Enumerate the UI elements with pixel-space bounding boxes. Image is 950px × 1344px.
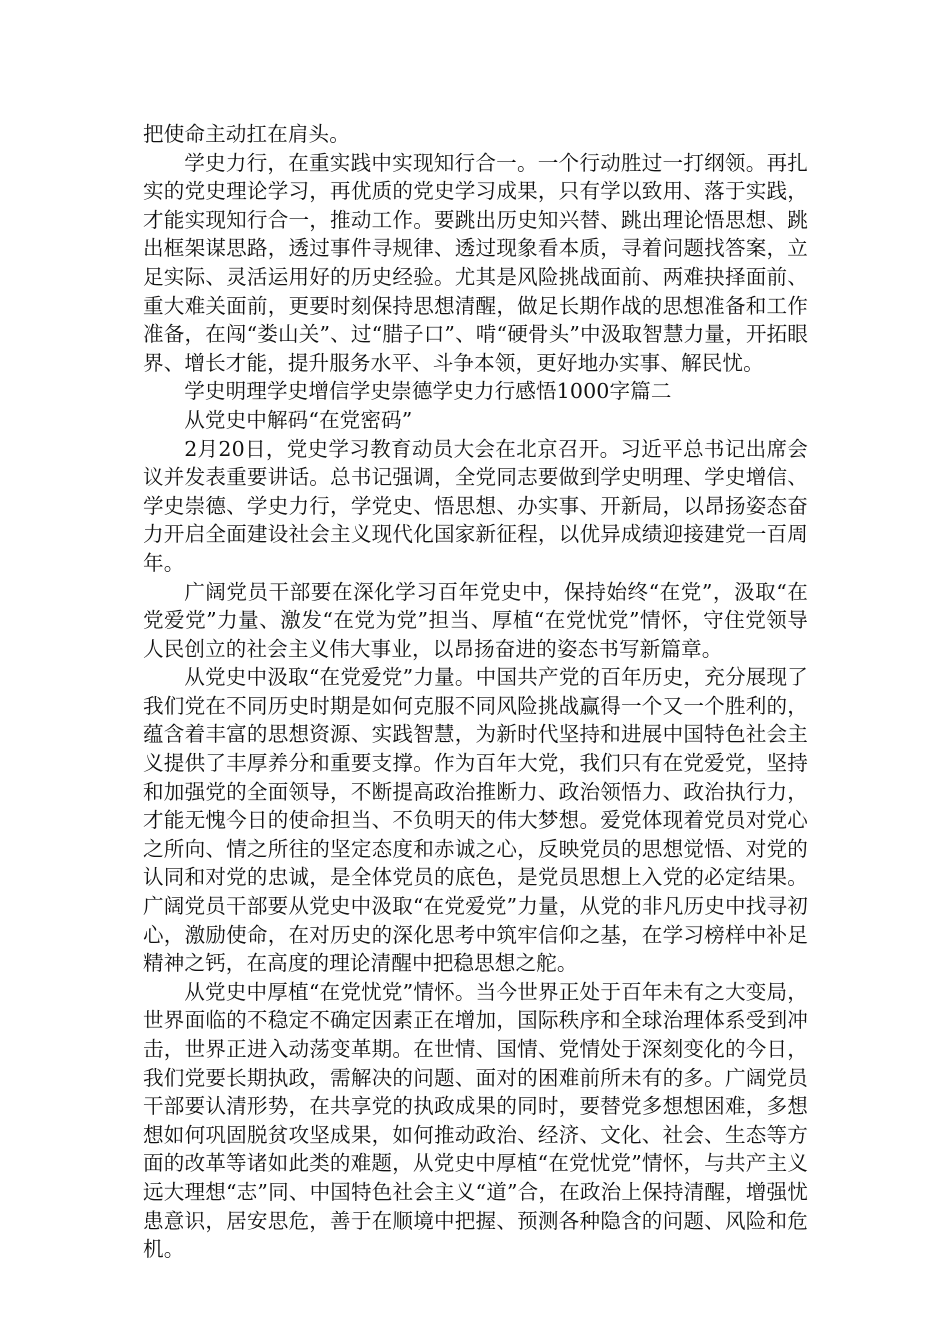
paragraph-learn-practice: 学史力行，在重实践中实现知行合一。一个行动胜过一打纲领。再扎实的党史理论学习，再优质的党史学习成果，只有学以致用、落于实践，才能实现知行合一，推动工作。要跳出历史知兴替、跳出理论悟思想、跳出框架谋思路，透过事件寻规律、透过现象看本质，寻着问题找答案，立足实际、灵活运用好的历史经验。尤其是风险挑战面前、两难抉择面前、重大难关面前，更要时刻保持思想清醒，做足长期作战的思想准备和工作准备，在闯“娄山关”、过“腊子口”、啃“硬骨头”中汲取智慧力量，开拓眼界、增长才能，提升服务水平、斗争本领，更好地办实事、解民忧。: [143, 150, 808, 375]
paragraph-continuation: 把使命主动扛在肩头。: [143, 122, 350, 146]
document-body: [143, 120, 808, 1264]
section-title: 学史明理学史增信学史崇德学史力行感悟1000字篇二: [184, 379, 672, 404]
paragraph-meeting: 2月20日，党史学习教育动员大会在北京召开。习近平总书记出席会议并发表重要讲话。总书记强调，全党同志要做到学史明理、学史增信、学史崇德、学史力行，学党史、悟思想、办实事、开新局，以昂扬姿态奋力开启全面建设社会主义现代化国家新征程，以优异成绩迎接建党一百周年。: [143, 436, 808, 575]
paragraph-cadres: 广阔党员干部要在深化学习百年党史中，保持始终“在党”，汲取“在党爱党”力量、激发“在党为党”担当、厚植“在党忧党”情怀，守住党领导人民创立的社会主义伟大事业，以昂扬奋进的姿态书写新篇章。: [143, 579, 808, 661]
paragraph-love-party: 从党史中汲取“在党爱党”力量。中国共产党的百年历史，充分展现了我们党在不同历史时期是如何克服不同风险挑战赢得一个又一个胜利的，蕴含着丰富的思想资源、实践智慧，为新时代坚持和进展中国特色社会主义提供了丰厚养分和重要支撑。作为百年大党，我们只有在党爱党，坚持和加强党的全面领导，不断提高政治推断力、政治领悟力、政治执行力，才能无愧今日的使命担当、不负明天的伟大梦想。爱党体现着党员对党心之所向、情之所往的坚定态度和赤诚之心，反映党员的思想觉悟、对党的认同和对党的忠诚，是全体党员的底色，是党员思想上入党的必定结果。广阔党员干部要从党史中汲取“在党爱党”力量，从党的非凡历史中找寻初心，激励使命，在对历史的深化思考中筑牢信仰之基，在学习榜样中补足精神之钙，在高度的理论清醒中把稳思想之舵。: [143, 665, 808, 976]
paragraph-worry-party: 从党史中厚植“在党忧党”情怀。当今世界正处于百年未有之大变局，世界面临的不稳定不确定因素正在增加，国际秩序和全球治理体系受到冲击，世界正进入动荡变革期。在世情、国情、党情处于深刻变化的今日，我们党要长期执政，需解决的问题、面对的困难前所未有的多。广阔党员干部要认清形势，在共享党的执政成果的同时，要替党多想想困难，多想想如何巩固脱贫攻坚成果，如何推动政治、经济、文化、社会、生态等方面的改革等诸如此类的难题，从党史中厚植“在党忧党”情怀，与共产主义远大理想“志”同、中国特色社会主义“道”合，在政治上保持清醒，增强忧患意识，居安思危，善于在顺境中把握、预测各种隐含的问题、风险和危机。: [143, 979, 808, 1262]
article-title: 从党史中解码“在党密码”: [184, 407, 413, 432]
